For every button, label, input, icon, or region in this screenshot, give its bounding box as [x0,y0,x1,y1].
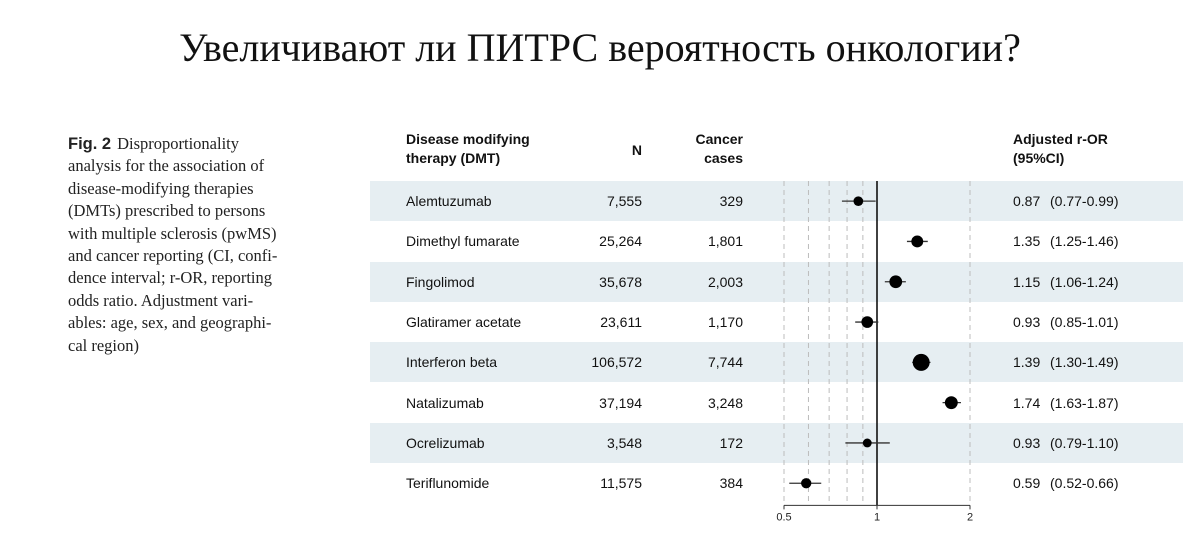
point-estimate [889,275,902,288]
ror-value: 1.74 [1013,394,1041,411]
n-value: 106,572 [591,354,642,371]
dmt-name: Dimethyl fumarate [406,233,520,250]
caption-line: analysis for the association of [68,156,265,176]
point-estimate [853,196,863,206]
point-estimate [863,439,872,448]
figure-label: Fig. 2 [68,135,112,153]
dmt-name: Interferon beta [406,354,498,371]
header-n: N [631,142,642,158]
header-aor-line1: Adjusted r-OR [1013,131,1108,147]
n-value: 3,548 [606,434,642,451]
caption-line: disease-modifying therapies [68,178,254,198]
cancer-cases-value: 329 [719,193,743,210]
point-estimate [945,396,958,409]
dmt-name: Ocrelizumab [406,434,485,451]
caption-line: with multiple sclerosis (pwMS) [68,223,277,243]
cancer-cases-value: 3,248 [707,394,743,411]
caption-line: cal region) [68,335,140,355]
header-cases-line2: cases [704,150,743,166]
point-estimate [861,316,873,328]
caption-line: ables: age, sex, and geographi- [68,313,272,333]
x-tick-label: 2 [966,511,974,524]
dmt-name: Glatiramer acetate [406,314,522,331]
ci-value: (0.52-0.66) [1050,475,1119,492]
cancer-cases-value: 1,801 [707,233,743,250]
n-value: 37,194 [599,394,642,411]
ror-value: 0.93 [1013,314,1041,331]
ci-value: (0.79-1.10) [1050,434,1119,451]
dmt-name: Alemtuzumab [406,193,492,210]
caption-line: Disproportionality [117,134,239,153]
ci-value: (1.25-1.46) [1050,233,1119,250]
caption-line: (DMTs) prescribed to persons [68,201,266,221]
dmt-name: Teriflunomide [406,475,490,492]
cancer-cases-value: 2,003 [707,273,743,290]
cancer-cases-value: 384 [719,475,743,492]
header-dmt-line2: therapy (DMT) [406,150,501,166]
caption-line: and cancer reporting (CI, confi- [68,246,278,266]
header-cases-line1: Cancer [695,131,743,147]
ror-value: 1.35 [1013,233,1041,250]
ci-value: (1.63-1.87) [1050,394,1119,411]
ror-value: 0.87 [1013,193,1041,210]
x-tick-label: 0.5 [776,511,792,524]
header-dmt-line1: Disease modifying [406,131,530,147]
cancer-cases-value: 7,744 [707,354,743,371]
ror-value: 1.15 [1013,273,1041,290]
caption-line: dence interval; r-OR, reporting [68,268,273,288]
point-estimate [913,354,930,371]
ror-value: 0.93 [1013,434,1041,451]
caption-line: odds ratio. Adjustment vari- [68,290,254,310]
dmt-name: Fingolimod [406,273,475,290]
ci-value: (0.85-1.01) [1050,314,1119,331]
ci-value: (1.30-1.49) [1050,354,1119,371]
cancer-cases-value: 1,170 [707,314,743,331]
point-estimate [801,478,811,488]
slide-title: Увеличивают ли ПИТРС вероятность онкологии? [179,25,1021,70]
ci-value: (0.77-0.99) [1050,193,1119,210]
n-value: 11,575 [600,475,642,492]
n-value: 7,555 [606,193,642,210]
x-tick-label: 1 [873,511,881,524]
dmt-name: Natalizumab [406,394,484,411]
n-value: 35,678 [599,273,642,290]
header-aor-line2: (95%CI) [1013,150,1065,166]
ror-value: 1.39 [1013,354,1041,371]
cancer-cases-value: 172 [719,434,743,451]
n-value: 25,264 [599,233,642,250]
ci-value: (1.06-1.24) [1050,273,1119,290]
n-value: 23,611 [600,314,642,331]
point-estimate [911,236,923,248]
ror-value: 0.59 [1013,475,1041,492]
